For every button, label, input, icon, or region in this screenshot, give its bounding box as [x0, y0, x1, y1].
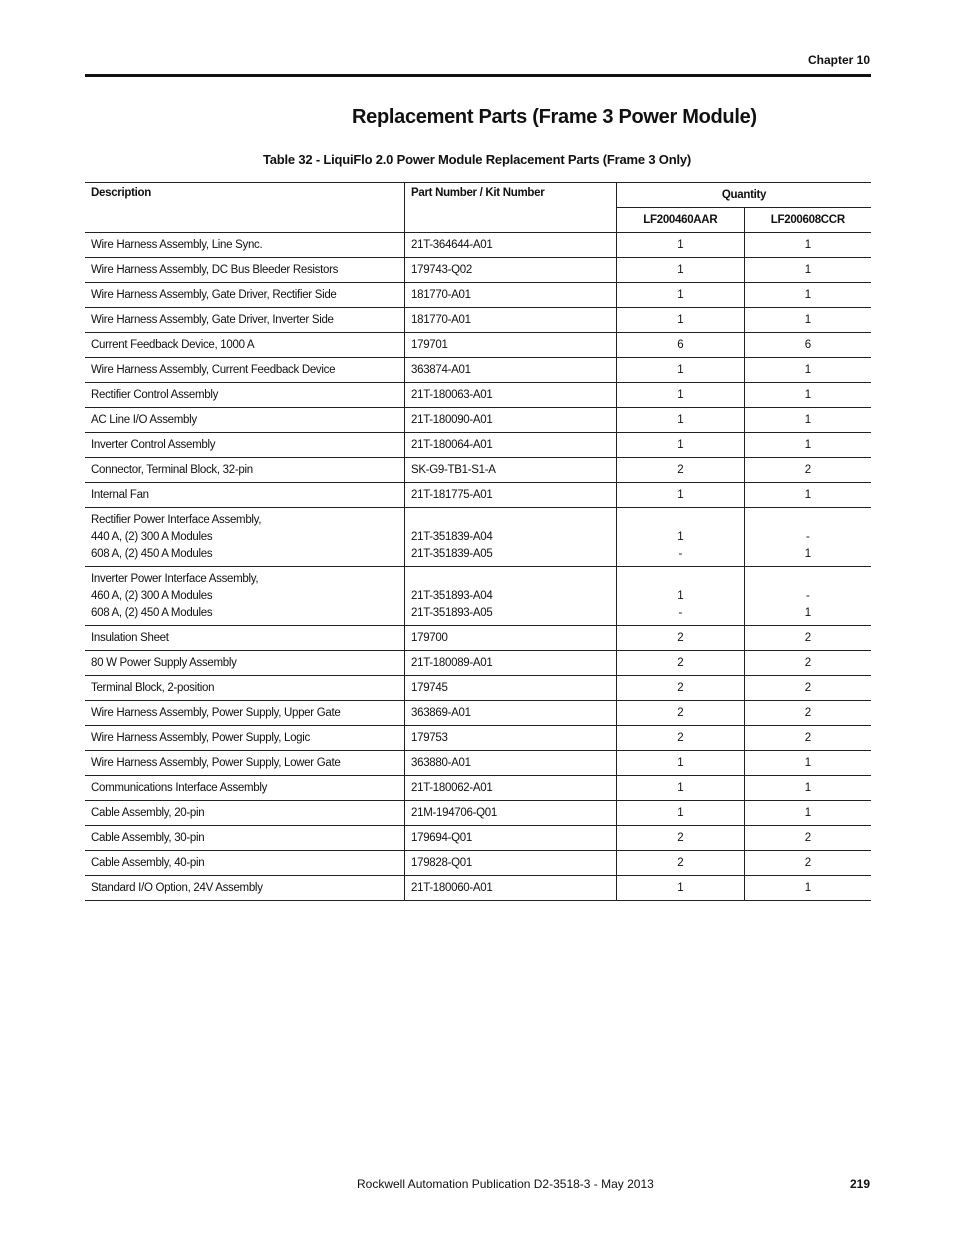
table-row: [85, 408, 871, 433]
cell-qty-lf200608ccr-line: 2: [804, 856, 811, 869]
cell-description: [85, 826, 405, 851]
table-caption: Table 32 - LiquiFlo 2.0 Power Module Replacement Parts (Frame 3 Only): [262, 152, 692, 167]
cell-description-line: Terminal Block, 2-position: [91, 681, 215, 694]
cell-part-number-line: 21T-351839-A04: [411, 530, 493, 543]
cell-description-line: Communications Interface Assembly: [91, 781, 268, 794]
cell-description-line: Wire Harness Assembly, Gate Driver, Inverter Side: [91, 313, 334, 326]
cell-description-line: Connector, Terminal Block, 32-pin: [91, 463, 253, 476]
cell-description: [85, 308, 405, 333]
cell-qty-lf200460aar: [617, 383, 745, 408]
table-row: [85, 826, 871, 851]
cell-qty-lf200608ccr: [744, 483, 871, 508]
cell-qty-lf200608ccr: [744, 458, 871, 483]
cell-qty-lf200608ccr: [744, 851, 871, 876]
cell-qty-lf200460aar: [617, 508, 745, 567]
cell-qty-lf200608ccr-line: 1: [804, 547, 811, 560]
cell-qty-lf200608ccr: [744, 726, 871, 751]
cell-qty-lf200460aar-line: 1: [677, 756, 684, 769]
table-row: [85, 626, 871, 651]
header-lf200460aar: LF200460AAR: [617, 208, 745, 233]
cell-qty-lf200608ccr: [744, 383, 871, 408]
cell-part-number: [405, 826, 617, 851]
table-row: [85, 383, 871, 408]
table-row: [85, 483, 871, 508]
cell-part-number-line: 181770-A01: [411, 313, 471, 326]
cell-qty-lf200460aar-line: 1: [677, 806, 684, 819]
header-quantity: Quantity: [617, 183, 872, 208]
cell-part-number: [405, 776, 617, 801]
cell-description-line: Cable Assembly, 20-pin: [91, 806, 205, 819]
table-row: [85, 258, 871, 283]
cell-qty-lf200608ccr: [744, 408, 871, 433]
cell-part-number: [405, 483, 617, 508]
cell-qty-lf200460aar: [617, 258, 745, 283]
cell-qty-lf200460aar-line: 2: [677, 463, 684, 476]
cell-part-number: [405, 701, 617, 726]
cell-description-line: Rectifier Control Assembly: [91, 388, 219, 401]
cell-qty-lf200460aar-line: -: [678, 547, 683, 560]
cell-qty-lf200460aar: [617, 776, 745, 801]
cell-part-number: [405, 258, 617, 283]
cell-part-number-line: 21M-194706-Q01: [411, 806, 497, 819]
cell-description: [85, 851, 405, 876]
table-row: [85, 676, 871, 701]
cell-part-number-line: 181770-A01: [411, 288, 471, 301]
cell-part-number-line: 363869-A01: [411, 706, 471, 719]
cell-description: [85, 383, 405, 408]
cell-description: [85, 676, 405, 701]
table-row: [85, 283, 871, 308]
cell-part-number-line: 179700: [411, 631, 448, 644]
cell-description-line: 608 A, (2) 450 A Modules: [91, 606, 213, 619]
cell-part-number: [405, 751, 617, 776]
cell-qty-lf200608ccr: [744, 567, 871, 626]
cell-qty-lf200608ccr-line: 1: [804, 881, 811, 894]
cell-description-line: Rectifier Power Interface Assembly,: [91, 513, 262, 526]
cell-description: [85, 508, 405, 567]
cell-qty-lf200608ccr-line: 6: [804, 338, 811, 351]
table-row: [85, 701, 871, 726]
cell-part-number: [405, 458, 617, 483]
cell-qty-lf200608ccr: [744, 258, 871, 283]
cell-description-line: Cable Assembly, 30-pin: [91, 831, 205, 844]
cell-part-number-line: 21T-180064-A01: [411, 438, 493, 451]
cell-qty-lf200460aar-line: 2: [677, 856, 684, 869]
cell-description-line: Wire Harness Assembly, Power Supply, Logic: [91, 731, 310, 744]
cell-qty-lf200608ccr-line: 2: [804, 831, 811, 844]
cell-qty-lf200608ccr-line: -: [806, 530, 810, 543]
cell-part-number-line: 21T-351893-A04: [411, 589, 493, 602]
cell-qty-lf200608ccr-line: 1: [804, 313, 811, 326]
cell-qty-lf200460aar-line: 2: [677, 706, 684, 719]
cell-qty-lf200460aar-line: 2: [677, 631, 684, 644]
cell-part-number-line: [411, 512, 610, 529]
cell-description-line: 608 A, (2) 450 A Modules: [91, 547, 213, 560]
cell-qty-lf200608ccr-line: 1: [804, 238, 811, 251]
parts-table: [85, 182, 871, 901]
cell-qty-lf200460aar: [617, 358, 745, 383]
cell-description: [85, 258, 405, 283]
cell-description-line: Inverter Control Assembly: [91, 438, 216, 451]
cell-qty-lf200460aar: [617, 567, 745, 626]
cell-qty-lf200460aar: [617, 333, 745, 358]
cell-part-number-line: 21T-181775-A01: [411, 488, 493, 501]
cell-qty-lf200608ccr: [744, 508, 871, 567]
parts-table-body: [85, 233, 871, 901]
table-row: [85, 308, 871, 333]
cell-qty-lf200460aar: [617, 701, 745, 726]
cell-description: [85, 333, 405, 358]
cell-description-line: Standard I/O Option, 24V Assembly: [91, 881, 263, 894]
cell-part-number: [405, 233, 617, 258]
cell-part-number: [405, 283, 617, 308]
header-lf200608ccr: LF200608CCR: [744, 208, 871, 233]
cell-qty-lf200608ccr: [744, 701, 871, 726]
table-row: [85, 358, 871, 383]
cell-part-number-line: 21T-180063-A01: [411, 388, 493, 401]
cell-part-number: [405, 383, 617, 408]
cell-qty-lf200608ccr: [744, 308, 871, 333]
cell-qty-lf200460aar-line: [623, 571, 738, 588]
table-row: [85, 851, 871, 876]
cell-part-number-line: 363874-A01: [411, 363, 471, 376]
cell-qty-lf200460aar-line: 1: [677, 589, 684, 602]
chapter-label: Chapter 10: [807, 53, 870, 67]
cell-part-number: [405, 358, 617, 383]
cell-part-number: [405, 433, 617, 458]
cell-description: [85, 283, 405, 308]
cell-qty-lf200608ccr-line: -: [806, 589, 810, 602]
cell-qty-lf200608ccr-line: 1: [804, 263, 811, 276]
cell-qty-lf200460aar-line: 1: [677, 388, 684, 401]
cell-qty-lf200460aar: [617, 801, 745, 826]
table-row: [85, 333, 871, 358]
cell-description: [85, 358, 405, 383]
cell-qty-lf200460aar: [617, 458, 745, 483]
cell-part-number-line: SK-G9-TB1-S1-A: [411, 463, 496, 476]
cell-qty-lf200608ccr-line: 2: [804, 706, 811, 719]
cell-qty-lf200608ccr-line: 1: [804, 438, 811, 451]
cell-description-line: Wire Harness Assembly, Power Supply, Upper Gate: [91, 706, 341, 719]
cell-description-line: Wire Harness Assembly, Power Supply, Lower Gate: [91, 756, 341, 769]
cell-description-line: Cable Assembly, 40-pin: [91, 856, 205, 869]
cell-qty-lf200460aar: [617, 233, 745, 258]
cell-part-number-line: 363880-A01: [411, 756, 471, 769]
cell-qty-lf200460aar-line: 1: [677, 488, 684, 501]
cell-qty-lf200460aar: [617, 876, 745, 901]
table-row: [85, 651, 871, 676]
cell-qty-lf200608ccr-line: 2: [804, 631, 811, 644]
cell-part-number: [405, 567, 617, 626]
cell-description: [85, 726, 405, 751]
cell-qty-lf200460aar: [617, 726, 745, 751]
table-row: [85, 508, 871, 567]
cell-qty-lf200460aar-line: 2: [677, 656, 684, 669]
cell-description: [85, 626, 405, 651]
cell-description: [85, 801, 405, 826]
cell-part-number: [405, 333, 617, 358]
table-row: [85, 726, 871, 751]
cell-description-line: Insulation Sheet: [91, 631, 169, 644]
cell-qty-lf200608ccr-line: 1: [804, 806, 811, 819]
cell-description: [85, 776, 405, 801]
cell-qty-lf200608ccr: [744, 333, 871, 358]
cell-qty-lf200608ccr: [744, 801, 871, 826]
cell-part-number-line: 21T-180089-A01: [411, 656, 493, 669]
publication-footer: Rockwell Automation Publication D2-3518-3 - May 2013: [357, 1177, 654, 1191]
cell-qty-lf200460aar: [617, 676, 745, 701]
cell-qty-lf200608ccr-line: 1: [804, 388, 811, 401]
cell-qty-lf200460aar-line: 1: [677, 288, 684, 301]
cell-qty-lf200608ccr: [744, 876, 871, 901]
cell-part-number: [405, 651, 617, 676]
cell-part-number-line: 21T-180060-A01: [411, 881, 493, 894]
cell-part-number-line: 21T-351893-A05: [411, 606, 493, 619]
cell-part-number-line: 179694-Q01: [411, 831, 472, 844]
cell-description: [85, 408, 405, 433]
table-row: [85, 801, 871, 826]
cell-part-number-line: 179828-Q01: [411, 856, 472, 869]
cell-description: [85, 651, 405, 676]
cell-qty-lf200608ccr: [744, 433, 871, 458]
page-title: Replacement Parts (Frame 3 Power Module): [352, 106, 757, 128]
cell-qty-lf200460aar: [617, 826, 745, 851]
cell-description-line: AC Line I/O Assembly: [91, 413, 197, 426]
cell-qty-lf200608ccr-line: 1: [804, 363, 811, 376]
cell-description-line: Current Feedback Device, 1000 A: [91, 338, 255, 351]
cell-part-number-line: 179745: [411, 681, 448, 694]
cell-part-number: [405, 508, 617, 567]
cell-qty-lf200460aar-line: 1: [677, 238, 684, 251]
cell-qty-lf200460aar-line: [623, 512, 738, 529]
cell-qty-lf200608ccr-line: 2: [804, 681, 811, 694]
cell-qty-lf200608ccr-line: [751, 571, 865, 588]
header-part-number: Part Number / Kit Number: [405, 183, 617, 233]
cell-qty-lf200460aar-line: 2: [677, 681, 684, 694]
cell-qty-lf200460aar: [617, 851, 745, 876]
cell-qty-lf200460aar-line: 1: [677, 313, 684, 326]
cell-qty-lf200608ccr: [744, 233, 871, 258]
cell-part-number: [405, 726, 617, 751]
cell-part-number: [405, 626, 617, 651]
cell-qty-lf200608ccr-line: 2: [804, 656, 811, 669]
cell-part-number: [405, 408, 617, 433]
cell-part-number-line: 21T-180090-A01: [411, 413, 493, 426]
cell-qty-lf200460aar-line: 6: [677, 338, 684, 351]
cell-qty-lf200608ccr: [744, 826, 871, 851]
cell-qty-lf200608ccr: [744, 358, 871, 383]
cell-qty-lf200460aar-line: 1: [677, 363, 684, 376]
table-row: [85, 751, 871, 776]
table-row: [85, 433, 871, 458]
cell-part-number: [405, 308, 617, 333]
cell-qty-lf200460aar-line: -: [678, 606, 683, 619]
page-number: 219: [849, 1177, 870, 1191]
cell-description-line: Internal Fan: [91, 488, 149, 501]
cell-qty-lf200608ccr-line: 1: [804, 413, 811, 426]
cell-qty-lf200608ccr-line: 1: [804, 488, 811, 501]
cell-part-number-line: [411, 571, 610, 588]
cell-description: [85, 233, 405, 258]
cell-description: [85, 433, 405, 458]
cell-qty-lf200460aar: [617, 308, 745, 333]
cell-description-line: 440 A, (2) 300 A Modules: [91, 530, 213, 543]
cell-qty-lf200460aar: [617, 408, 745, 433]
cell-qty-lf200608ccr-line: 2: [804, 463, 811, 476]
cell-description: [85, 458, 405, 483]
cell-qty-lf200608ccr: [744, 676, 871, 701]
header-rule: [85, 74, 871, 77]
cell-qty-lf200460aar-line: 1: [677, 781, 684, 794]
header-description: Description: [85, 183, 405, 233]
cell-part-number: [405, 801, 617, 826]
cell-qty-lf200460aar: [617, 483, 745, 508]
cell-part-number: [405, 851, 617, 876]
table-row: [85, 233, 871, 258]
table-row: [85, 876, 871, 901]
cell-qty-lf200460aar: [617, 651, 745, 676]
cell-part-number: [405, 876, 617, 901]
cell-qty-lf200460aar: [617, 283, 745, 308]
cell-qty-lf200460aar-line: 2: [677, 831, 684, 844]
cell-part-number-line: 179701: [411, 338, 448, 351]
cell-description-line: Inverter Power Interface Assembly,: [91, 572, 259, 585]
cell-part-number-line: 21T-351839-A05: [411, 547, 493, 560]
table-row: [85, 567, 871, 626]
cell-qty-lf200608ccr: [744, 751, 871, 776]
cell-description: [85, 567, 405, 626]
cell-description-line: 80 W Power Supply Assembly: [91, 656, 237, 669]
cell-qty-lf200608ccr-line: 2: [804, 731, 811, 744]
cell-qty-lf200608ccr-line: 1: [804, 288, 811, 301]
cell-part-number-line: 179743-Q02: [411, 263, 472, 276]
cell-qty-lf200608ccr: [744, 776, 871, 801]
cell-qty-lf200608ccr: [744, 651, 871, 676]
cell-part-number-line: 179753: [411, 731, 448, 744]
cell-qty-lf200460aar-line: 1: [677, 881, 684, 894]
cell-description-line: Wire Harness Assembly, Gate Driver, Rectifier Side: [91, 288, 337, 301]
cell-description-line: Wire Harness Assembly, Current Feedback Device: [91, 363, 336, 376]
cell-qty-lf200608ccr-line: 1: [804, 756, 811, 769]
cell-description: [85, 876, 405, 901]
cell-qty-lf200608ccr-line: [751, 512, 865, 529]
cell-part-number-line: 21T-364644-A01: [411, 238, 493, 251]
cell-description: [85, 751, 405, 776]
cell-part-number: [405, 676, 617, 701]
cell-qty-lf200460aar: [617, 433, 745, 458]
cell-qty-lf200460aar-line: 1: [677, 263, 684, 276]
cell-qty-lf200608ccr: [744, 626, 871, 651]
table-row: [85, 776, 871, 801]
cell-qty-lf200460aar-line: 1: [677, 438, 684, 451]
cell-qty-lf200608ccr-line: 1: [804, 781, 811, 794]
cell-description: [85, 483, 405, 508]
cell-part-number-line: 21T-180062-A01: [411, 781, 493, 794]
table-row: [85, 458, 871, 483]
cell-qty-lf200608ccr: [744, 283, 871, 308]
cell-description-line: Wire Harness Assembly, Line Sync.: [91, 238, 263, 251]
cell-description-line: Wire Harness Assembly, DC Bus Bleeder Resistors: [91, 263, 339, 276]
cell-qty-lf200460aar: [617, 751, 745, 776]
cell-qty-lf200460aar-line: 1: [677, 530, 684, 543]
cell-qty-lf200460aar-line: 2: [677, 731, 684, 744]
cell-description: [85, 701, 405, 726]
cell-qty-lf200460aar-line: 1: [677, 413, 684, 426]
cell-qty-lf200608ccr-line: 1: [804, 606, 811, 619]
cell-qty-lf200460aar: [617, 626, 745, 651]
cell-description-line: 460 A, (2) 300 A Modules: [91, 589, 213, 602]
